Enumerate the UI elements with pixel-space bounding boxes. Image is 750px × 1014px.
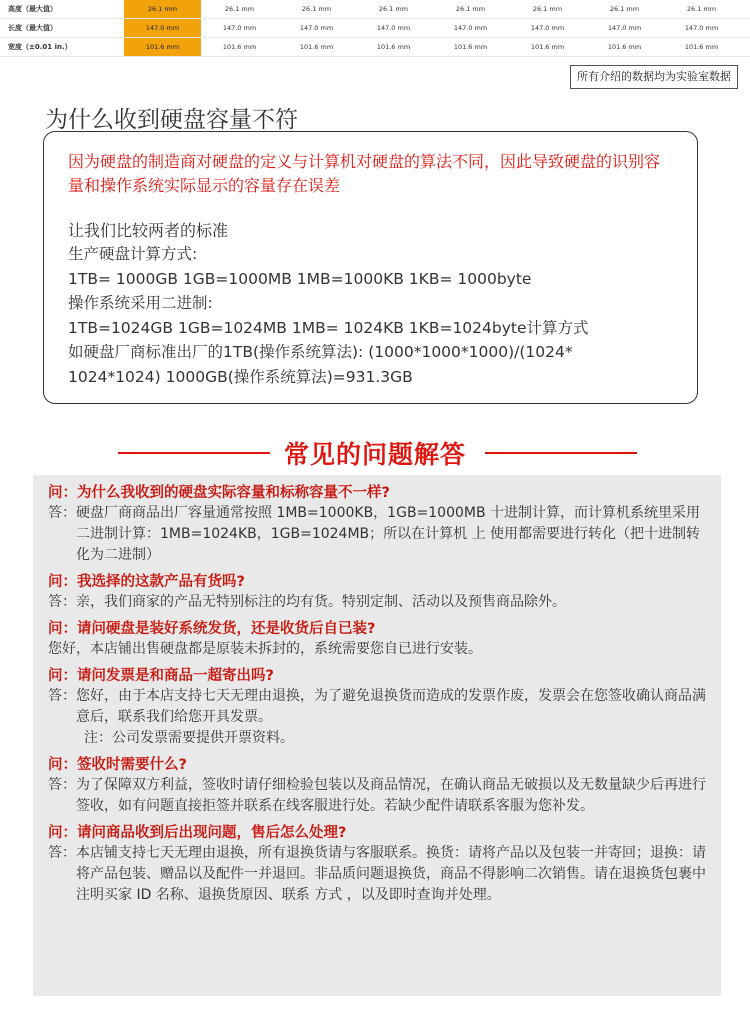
why-explanation-box: [43, 131, 698, 404]
spec-cell: 26.1 mm: [301, 5, 332, 13]
spec-cell: 101.6 mm: [530, 43, 565, 51]
why-line: 如硬盘厂商标准出厂的1TB(操作系统算法): (1000*1000*1000)/(1024*: [68, 343, 573, 361]
answer-prefix: 答：: [48, 777, 76, 793]
spec-cell: 147.0 mm: [684, 24, 719, 32]
faq-title: 常见的问题解答: [283, 440, 466, 469]
spec-cell: 101.6 mm: [684, 43, 719, 51]
faq-answer: [48, 686, 707, 728]
spec-cell: 101.6 mm: [299, 43, 334, 51]
faq-question: 问：请问硬盘是装好系统发货，还是收货后自已装?: [48, 621, 376, 637]
answer-note: 注：公司发票需要提供开票资料。: [84, 730, 294, 746]
spec-cell: 26.1 mm: [532, 5, 563, 13]
spec-cell-highlight: 101.6 mm: [124, 38, 201, 56]
spec-label: 高度（最大值）: [8, 5, 57, 13]
spec-cell: 26.1 mm: [686, 5, 717, 13]
answer-text: 亲，我们商家的产品无特别标注的均有货。特别定制、活动以及预售商品除外。: [76, 594, 566, 610]
spec-cell: 147.0 mm: [453, 24, 488, 32]
faq-item: [48, 483, 707, 566]
answer-text: 本店铺支持七天无理由退换，所有退换货请与客服联系。换货：请将产品以及包装一并寄回；退换：请将产品包装、赠品以及配件一并退回。非品质问题退换货，商品不得影响二次销售。请在退换货包裹中注明买家 ID 名称、退换货原因、联系 方式 ，以及即时查询并处理。: [76, 845, 706, 903]
faq-header: [0, 433, 750, 473]
faq-answer: [48, 503, 707, 566]
faq-question: 问：请问发票是和商品一超寄出吗?: [48, 668, 274, 684]
why-subtitle: 让我们比较两者的标准: [68, 221, 229, 240]
faq-question: 问：请问商品收到后出现问题，售后怎么处理?: [48, 825, 347, 841]
why-standard-lines: [68, 242, 678, 389]
answer-prefix: 答：: [48, 594, 76, 610]
spec-cell: 101.6 mm: [222, 43, 257, 51]
why-line: 操作系统采用二进制:: [68, 294, 213, 312]
why-line: 1TB= 1000GB 1GB=1000MB 1MB=1000KB 1KB= 1000byte: [68, 269, 532, 288]
spec-row-length: [0, 19, 750, 38]
spec-cell: 147.0 mm: [607, 24, 642, 32]
spec-cell: 101.6 mm: [607, 43, 642, 51]
why-section-title: 为什么收到硬盘容量不符: [45, 107, 298, 133]
answer-text: 您好，由于本店支持七天无理由退换，为了避免退换货而造成的发票作废，发票会在您签收确认商品满意后，联系我们给您开具发票。: [76, 688, 706, 725]
answer-prefix: 答：: [48, 688, 76, 704]
spec-table: [0, 0, 750, 57]
spec-cell: 26.1 mm: [224, 5, 255, 13]
spec-cell-highlight: 147.0 mm: [124, 19, 201, 37]
faq-answer: [48, 775, 707, 817]
spec-cell-highlight: 26.1 mm: [124, 0, 201, 18]
faq-item: [48, 823, 707, 906]
faq-panel: [33, 475, 721, 996]
spec-cell: 26.1 mm: [455, 5, 486, 13]
faq-item: [48, 619, 707, 660]
spec-cell: 147.0 mm: [299, 24, 334, 32]
faq-item: [48, 755, 707, 817]
spec-cell: 147.0 mm: [376, 24, 411, 32]
faq-item: [48, 572, 707, 613]
faq-question: 问：签收时需要什么?: [48, 757, 187, 773]
faq-divider-right: [485, 452, 637, 454]
answer-text: 为了保障双方利益，签收时请仔细检验包装以及商品情况，在确认商品无破损以及无数量缺少后再进行签收，如有问题直接拒签并联系在线客服进行处。若缺少配件请联系客服为您补发。: [76, 777, 706, 814]
why-red-explanation: 因为硬盘的制造商对硬盘的定义与计算机对硬盘的算法不同，因此导致硬盘的识别容量和操作系统实际显示的容量存在误差: [68, 152, 661, 195]
spec-label: 宽度（±0.01 in.）: [8, 43, 72, 51]
spec-row-height: [0, 0, 750, 19]
lab-data-note: 所有介绍的数据均为实验室数据: [570, 65, 738, 89]
faq-answer: [48, 639, 707, 660]
spec-cell: 101.6 mm: [376, 43, 411, 51]
why-line: 1024*1024) 1000GB(操作系统算法)=931.3GB: [68, 367, 413, 386]
spec-cell: 147.0 mm: [530, 24, 565, 32]
spec-cell: 147.0 mm: [222, 24, 257, 32]
spec-row-width: [0, 38, 750, 57]
faq-item: [48, 666, 707, 749]
spec-cell: 26.1 mm: [378, 5, 409, 13]
faq-answer: [48, 592, 707, 613]
spec-cell: 26.1 mm: [609, 5, 640, 13]
why-line: 生产硬盘计算方式:: [68, 245, 198, 263]
answer-prefix: 答：: [48, 845, 76, 861]
answer-text: 您好，本店铺出售硬盘都是原装未拆封的，系统需要您自已进行安装。: [48, 641, 482, 657]
why-line: 1TB=1024GB 1GB=1024MB 1MB= 1024KB 1KB=1024byte计算方式: [68, 318, 589, 337]
faq-question: 问：我选择的这款产品有货吗?: [48, 574, 245, 590]
answer-text: 硬盘厂商商品出厂容量通常按照 1MB=1000KB，1GB=1000MB 十进制计算，而计算机系统里采用二进制计算：1MB=1024KB，1GB=1024MB；所以在计算机 上 使用都需要进行转化（把十进制转化为二进制）: [76, 505, 701, 563]
spec-label: 长度（最大值）: [8, 24, 57, 32]
faq-question: 问：为什么我收到的硬盘实际容量和标称容量不一样?: [48, 485, 390, 501]
answer-prefix: 答：: [48, 505, 76, 521]
spec-cell: 101.6 mm: [453, 43, 488, 51]
faq-answer: [48, 843, 707, 906]
